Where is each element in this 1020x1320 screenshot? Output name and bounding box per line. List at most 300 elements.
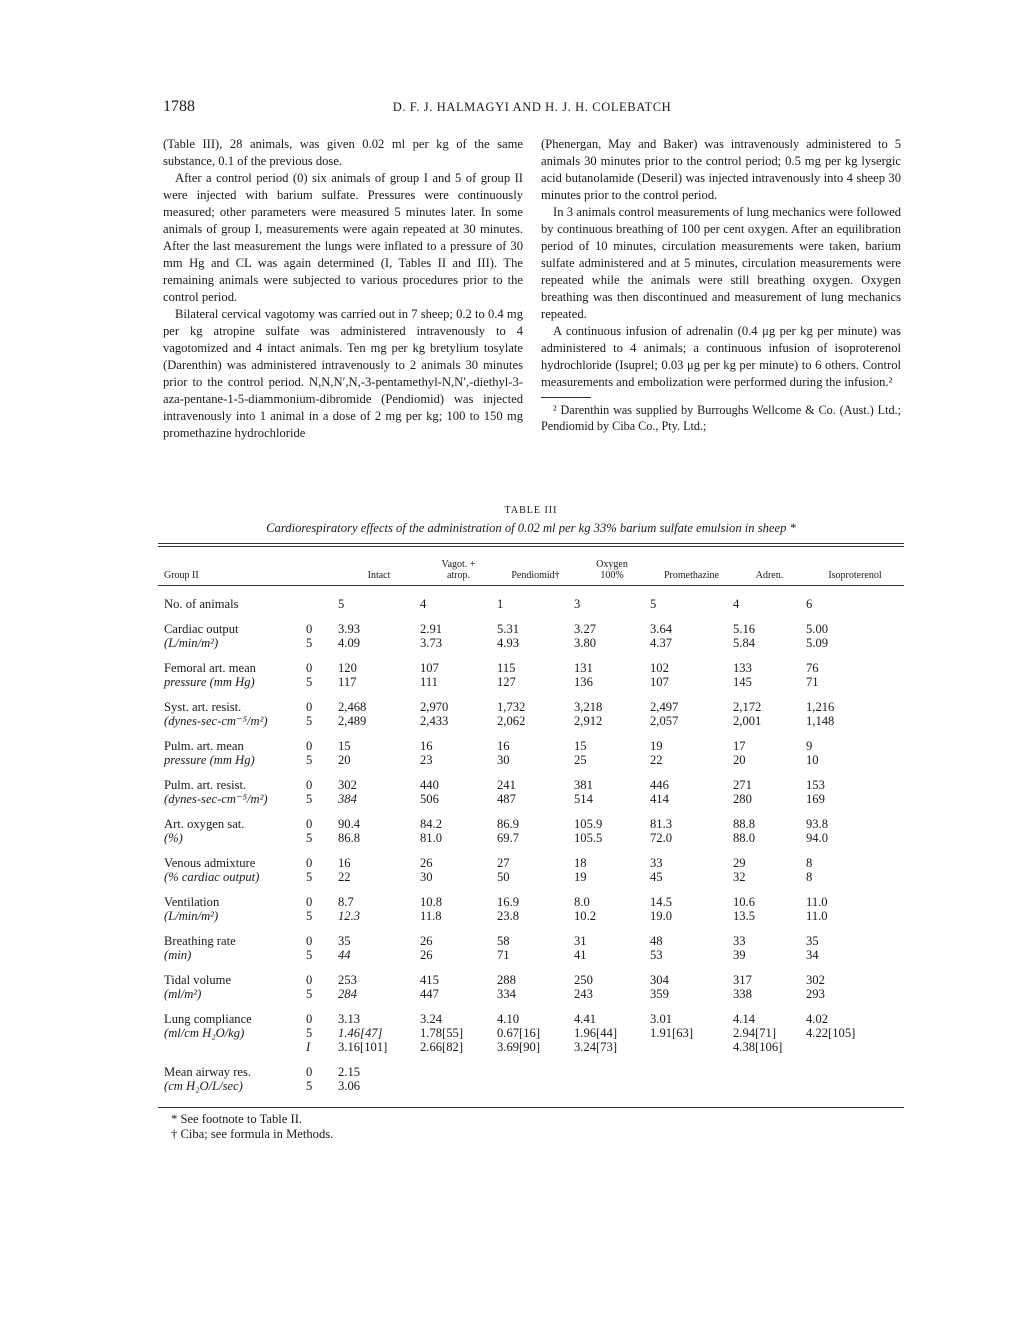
cell-value: 71	[806, 675, 819, 689]
cell-value: 2,912	[574, 714, 603, 728]
table-label: TABLE III	[504, 505, 558, 516]
table-cell	[420, 1054, 497, 1093]
cell-value: 117	[338, 675, 357, 689]
cell-value: 2,433	[420, 714, 449, 728]
table-cell	[806, 962, 904, 1001]
table-cell	[338, 884, 420, 923]
cell-value: 10.8	[420, 895, 443, 909]
cell-value: 1,148	[806, 714, 835, 728]
cell-value: 271	[733, 778, 752, 792]
table-notes	[165, 1112, 333, 1142]
row-label	[158, 689, 306, 728]
cell-value: 88.8	[733, 817, 756, 831]
table-cell	[420, 611, 497, 650]
cell-value: 44	[338, 948, 351, 962]
cell-value: 107	[650, 675, 669, 689]
table-cell	[806, 728, 904, 767]
period-value: 5	[306, 714, 313, 728]
cell-value	[420, 1065, 497, 1079]
measure-unit: (L/min/m²)	[164, 636, 219, 650]
table-iii	[158, 505, 904, 1108]
period-value: 5	[306, 831, 313, 845]
row-label	[158, 1054, 306, 1093]
table-cell	[420, 689, 497, 728]
table-cell	[497, 962, 574, 1001]
period-value: 0	[306, 1012, 313, 1026]
measure-unit: (dynes-sec-cm⁻⁵/m²)	[164, 792, 268, 806]
cell-value	[650, 1040, 733, 1054]
cell-value: 26	[420, 948, 433, 962]
table-cell	[420, 845, 497, 884]
cell-value: 136	[574, 675, 593, 689]
table-cell	[650, 728, 733, 767]
table-cell	[806, 1001, 904, 1054]
measure-unit: (ml/m²)	[164, 987, 202, 1001]
cell-value: 5.31	[497, 622, 520, 636]
table-cell	[338, 1054, 420, 1093]
cell-value: 3.73	[420, 636, 443, 650]
measure-name: Art. oxygen sat.	[164, 817, 245, 831]
row-label	[158, 923, 306, 962]
table-cell	[733, 650, 806, 689]
measure-unit: pressure (mm Hg)	[164, 753, 255, 767]
cell-value: 302	[806, 973, 825, 987]
header-vagot: Vagot. + atrop.	[441, 559, 476, 581]
footnote: ² Darenthin was supplied by Burroughs Wellcome & Co. (Aust.) Ltd.; Pendiomid by Ciba Co., Pty. Ltd.;	[541, 403, 901, 433]
table-cell	[338, 611, 420, 650]
cell-value: 18	[574, 856, 587, 870]
cell-value: 30	[497, 753, 510, 767]
table-cell	[574, 806, 650, 845]
period-value: 5	[306, 753, 313, 767]
table-cell	[806, 845, 904, 884]
row-label	[158, 767, 306, 806]
table-cell	[733, 845, 806, 884]
cell-value: 27	[497, 856, 510, 870]
cell-value: 53	[650, 948, 663, 962]
period-value: 0	[306, 700, 313, 714]
cell-value: 414	[650, 792, 669, 806]
table-cell	[806, 611, 904, 650]
table-cell	[574, 845, 650, 884]
cell-value: 2,172	[733, 700, 762, 714]
table-row	[158, 806, 904, 845]
table-cell	[574, 962, 650, 1001]
cell-value: 253	[338, 973, 357, 987]
period-value: 0	[306, 739, 313, 753]
cell-value: 4.10	[497, 1012, 520, 1026]
cell-value: 2.66[82]	[420, 1040, 464, 1054]
table-cell: 4	[420, 597, 427, 611]
cell-value: 20	[338, 753, 351, 767]
table-cell	[497, 806, 574, 845]
table-cell	[338, 650, 420, 689]
cell-value: 3.27	[574, 622, 597, 636]
cell-value: 131	[574, 661, 593, 675]
table-cell	[733, 884, 806, 923]
table-cell: 5	[338, 597, 345, 611]
cell-value: 4.37	[650, 636, 673, 650]
period-cell	[306, 884, 338, 923]
cell-value: 5.16	[733, 622, 756, 636]
table-cell	[733, 923, 806, 962]
cell-value: 8.7	[338, 895, 354, 909]
table-cell	[574, 689, 650, 728]
table-cell	[733, 962, 806, 1001]
cell-value: 2,468	[338, 700, 367, 714]
cell-value: 20	[733, 753, 746, 767]
period-value: 5	[306, 636, 313, 650]
table-cell	[497, 728, 574, 767]
period-value: 0	[306, 856, 313, 870]
cell-value: 2,970	[420, 700, 449, 714]
cell-value: 243	[574, 987, 593, 1001]
cell-value	[733, 1065, 806, 1079]
cell-value: 48	[650, 934, 663, 948]
table-row	[158, 923, 904, 962]
cell-value: 2,489	[338, 714, 367, 728]
cell-value: 86.8	[338, 831, 361, 845]
table-note: * See footnote to Table II.	[171, 1112, 303, 1126]
table-cell	[338, 767, 420, 806]
table-row	[158, 650, 904, 689]
row-label	[158, 806, 306, 845]
cell-value: 19	[574, 870, 587, 884]
table-header-row	[158, 547, 904, 585]
table-row	[158, 689, 904, 728]
table-cell	[574, 767, 650, 806]
cell-value	[806, 1040, 904, 1054]
cell-value	[650, 1079, 733, 1093]
cell-value: 8.0	[574, 895, 590, 909]
measure-name: Femoral art. mean	[164, 661, 256, 675]
cell-value	[574, 1079, 650, 1093]
cell-value: 25	[574, 753, 587, 767]
table-cell	[806, 1054, 904, 1093]
period-value: I	[306, 1040, 311, 1054]
table-cell	[650, 923, 733, 962]
cell-value: 16	[497, 739, 510, 753]
table-cell	[733, 806, 806, 845]
row-label	[158, 728, 306, 767]
table-cell	[497, 650, 574, 689]
table-cell	[806, 689, 904, 728]
period-cell	[306, 650, 338, 689]
cell-value: 19	[650, 739, 663, 753]
measure-unit: (min)	[164, 948, 192, 962]
cell-value: 84.2	[420, 817, 443, 831]
cell-value: 3.16[101]	[338, 1040, 388, 1054]
cell-value	[420, 1079, 497, 1093]
measure-unit: (ml/cm H₂O/kg)	[164, 1026, 245, 1040]
period-cell	[306, 845, 338, 884]
cell-value: 102	[650, 661, 669, 675]
table-cell	[650, 962, 733, 1001]
cell-value: 16.9	[497, 895, 520, 909]
table-cell	[574, 650, 650, 689]
cell-value: 2.15	[338, 1065, 361, 1079]
table-cell	[650, 1054, 733, 1093]
measure-unit: (%)	[164, 831, 183, 845]
cell-value: 8	[806, 870, 813, 884]
cell-value: 58	[497, 934, 510, 948]
table-cell: 6	[806, 597, 813, 611]
period-value: 0	[306, 661, 313, 675]
table-body	[158, 586, 904, 1093]
cell-value: 22	[650, 753, 663, 767]
cell-value: 45	[650, 870, 663, 884]
cell-value: 11.0	[806, 909, 828, 923]
measure-name: Pulm. art. resist.	[164, 778, 247, 792]
cell-value: 2.91	[420, 622, 443, 636]
cell-value: 145	[733, 675, 752, 689]
cell-value: 15	[338, 739, 351, 753]
cell-value: 4.22[105]	[806, 1026, 856, 1040]
cell-value: 447	[420, 987, 439, 1001]
cell-value: 3.64	[650, 622, 673, 636]
table-cell	[497, 611, 574, 650]
cell-value: 71	[497, 948, 510, 962]
cell-value: 1,216	[806, 700, 835, 714]
table-cell	[497, 1054, 574, 1093]
cell-value: 506	[420, 792, 439, 806]
period-cell	[306, 611, 338, 650]
period-cell	[306, 1054, 338, 1093]
cell-value: 29	[733, 856, 746, 870]
cell-value: 33	[733, 934, 746, 948]
cell-value: 3.69[90]	[497, 1040, 541, 1054]
table-cell	[574, 923, 650, 962]
table-row	[158, 611, 904, 650]
measure-name: Venous admixture	[164, 856, 256, 870]
paragraph: A continuous infusion of adrenalin (0.4 μg per kg per minute) was administered to 4 animals; a continuous infusion of isoproterenol hydrochloride (Isuprel; 0.03 μg per kg per minute) to 6 others. Control measurements and embolization were performed during the infusion.²	[541, 324, 901, 389]
measure-unit: (cm H₂O/L/sec)	[164, 1079, 243, 1093]
cell-value: 284	[338, 987, 357, 1001]
cell-value	[733, 1079, 806, 1093]
cell-value: 19.0	[650, 909, 673, 923]
table-cell	[650, 884, 733, 923]
table-cell	[806, 923, 904, 962]
cell-value: 30	[420, 870, 433, 884]
cell-value: 3.06	[338, 1079, 361, 1093]
cell-value	[650, 1065, 733, 1079]
table-cell	[650, 650, 733, 689]
period-cell	[306, 767, 338, 806]
table-cell: 1	[497, 597, 504, 611]
cell-value	[806, 1065, 904, 1079]
cell-value: 13.5	[733, 909, 756, 923]
cell-value: 5.84	[733, 636, 756, 650]
row-label	[158, 611, 306, 650]
header-promethazine: Promethazine	[664, 570, 719, 581]
paragraph: (Phenergan, May and Baker) was intravenously administered to 5 animals 30 minutes prior to the control period; 0.5 mg per kg lysergic acid butanolamide (Deseril) was injected intravenously into 4 sheep 30 minutes prior to the control period.	[541, 137, 901, 202]
measure-name: Mean airway res.	[164, 1065, 252, 1079]
table-cell	[420, 1001, 497, 1054]
table-cell	[650, 1001, 733, 1054]
cell-value: 3.24	[420, 1012, 443, 1026]
cell-value: 105.9	[574, 817, 603, 831]
header-group: Group II	[164, 570, 199, 581]
cell-value: 26	[420, 856, 433, 870]
paragraph: (Table III), 28 animals, was given 0.02 ml per kg of the same substance, 0.1 of the previous dose.	[163, 137, 523, 168]
row-label: No. of animals	[164, 597, 239, 611]
table-cell	[420, 806, 497, 845]
measure-name: Pulm. art. mean	[164, 739, 244, 753]
cell-value: 1.46[47]	[338, 1026, 383, 1040]
header-pendiomid: Pendiomid†	[511, 570, 560, 581]
cell-value: 23	[420, 753, 433, 767]
period-value: 5	[306, 1079, 313, 1093]
cell-value: 288	[497, 973, 516, 987]
period-value: 5	[306, 675, 313, 689]
cell-value: 50	[497, 870, 510, 884]
cell-value: 5.00	[806, 622, 829, 636]
cell-value: 26	[420, 934, 433, 948]
cell-value: 22	[338, 870, 351, 884]
table-cell	[574, 884, 650, 923]
table-cell	[338, 689, 420, 728]
cell-value	[497, 1065, 574, 1079]
cell-value: 31	[574, 934, 587, 948]
table-cell	[497, 884, 574, 923]
row-label	[158, 650, 306, 689]
cell-value: 4.38[106]	[733, 1040, 783, 1054]
cell-value: 384	[338, 792, 357, 806]
cell-value: 3.80	[574, 636, 597, 650]
data-table	[158, 547, 904, 1093]
period-value: 0	[306, 622, 313, 636]
table-row	[158, 1054, 904, 1093]
table-bottom-rule	[158, 1107, 904, 1108]
period-value: 0	[306, 1065, 313, 1079]
cell-value: 381	[574, 778, 593, 792]
cell-value: 3.24[73]	[574, 1040, 618, 1054]
period-value: 5	[306, 948, 313, 962]
cell-value: 90.4	[338, 817, 361, 831]
cell-value: 32	[733, 870, 746, 884]
cell-value: 81.3	[650, 817, 673, 831]
table-row	[158, 962, 904, 1001]
table-cell	[497, 845, 574, 884]
period-value: 5	[306, 909, 313, 923]
cell-value: 334	[497, 987, 516, 1001]
cell-value: 17	[733, 739, 746, 753]
table-cell	[338, 962, 420, 1001]
cell-value: 3,218	[574, 700, 603, 714]
table-cell: 5	[650, 597, 657, 611]
cell-value: 127	[497, 675, 516, 689]
cell-value: 2,062	[497, 714, 526, 728]
cell-value: 94.0	[806, 831, 829, 845]
cell-value: 86.9	[497, 817, 520, 831]
cell-value: 302	[338, 778, 357, 792]
cell-value: 3.93	[338, 622, 361, 636]
cell-value: 8	[806, 856, 813, 870]
table-cell	[497, 1001, 574, 1054]
cell-value: 15	[574, 739, 587, 753]
cell-value: 487	[497, 792, 516, 806]
table-cell	[733, 1001, 806, 1054]
cell-value: 34	[806, 948, 819, 962]
cell-value: 4.41	[574, 1012, 597, 1026]
table-cell	[650, 689, 733, 728]
cell-value: 35	[806, 934, 819, 948]
cell-value: 4.93	[497, 636, 520, 650]
cell-value: 3.13	[338, 1012, 361, 1026]
cell-value	[574, 1065, 650, 1079]
cell-value: 2.94[71]	[733, 1026, 777, 1040]
table-cell	[650, 845, 733, 884]
cell-value: 250	[574, 973, 593, 987]
table-cell	[733, 689, 806, 728]
table-cell	[733, 728, 806, 767]
cell-value: 107	[420, 661, 439, 675]
measure-unit: pressure (mm Hg)	[164, 675, 255, 689]
period-value: 0	[306, 934, 313, 948]
measure-name: Cardiac output	[164, 622, 239, 636]
cell-value: 293	[806, 987, 825, 1001]
cell-value: 3.01	[650, 1012, 673, 1026]
cell-value: 41	[574, 948, 587, 962]
table-cell	[806, 767, 904, 806]
header-oxygen: Oxygen 100%	[596, 559, 628, 581]
cell-value: 76	[806, 661, 819, 675]
table-cell	[497, 689, 574, 728]
cell-value: 33	[650, 856, 663, 870]
cell-value: 169	[806, 792, 825, 806]
cell-value: 2,001	[733, 714, 762, 728]
table-cell	[497, 923, 574, 962]
cell-value: 338	[733, 987, 752, 1001]
cell-value: 81.0	[420, 831, 443, 845]
measure-name: Lung compliance	[164, 1012, 252, 1026]
footnote-divider	[541, 397, 591, 398]
cell-value: 440	[420, 778, 439, 792]
measure-name: Tidal volume	[164, 973, 232, 987]
cell-value: 4.02	[806, 1012, 829, 1026]
cell-value: 304	[650, 973, 669, 987]
measure-name: Syst. art. resist.	[164, 700, 242, 714]
period-value: 5	[306, 1026, 313, 1040]
table-row	[158, 586, 904, 611]
table-row	[158, 728, 904, 767]
table-note: † Ciba; see formula in Methods.	[171, 1127, 334, 1141]
table-cell	[806, 650, 904, 689]
cell-value: 120	[338, 661, 357, 675]
table-cell	[650, 806, 733, 845]
table-cell	[420, 884, 497, 923]
cell-value: 2,497	[650, 700, 679, 714]
measure-unit: (L/min/m²)	[164, 909, 219, 923]
table-cell: 3	[574, 597, 581, 611]
table-cell: 4	[733, 597, 740, 611]
cell-value: 359	[650, 987, 669, 1001]
cell-value: 35	[338, 934, 351, 948]
cell-value: 280	[733, 792, 752, 806]
measure-name: Breathing rate	[164, 934, 236, 948]
table-row	[158, 884, 904, 923]
cell-value: 1.78[55]	[420, 1026, 464, 1040]
table-cell	[574, 1054, 650, 1093]
period-cell	[306, 728, 338, 767]
cell-value: 4.14	[733, 1012, 756, 1026]
table-cell	[420, 650, 497, 689]
table-cell	[733, 1054, 806, 1093]
cell-value: 16	[338, 856, 351, 870]
cell-value	[497, 1079, 574, 1093]
cell-value: 11.0	[806, 895, 828, 909]
cell-value: 16	[420, 739, 433, 753]
